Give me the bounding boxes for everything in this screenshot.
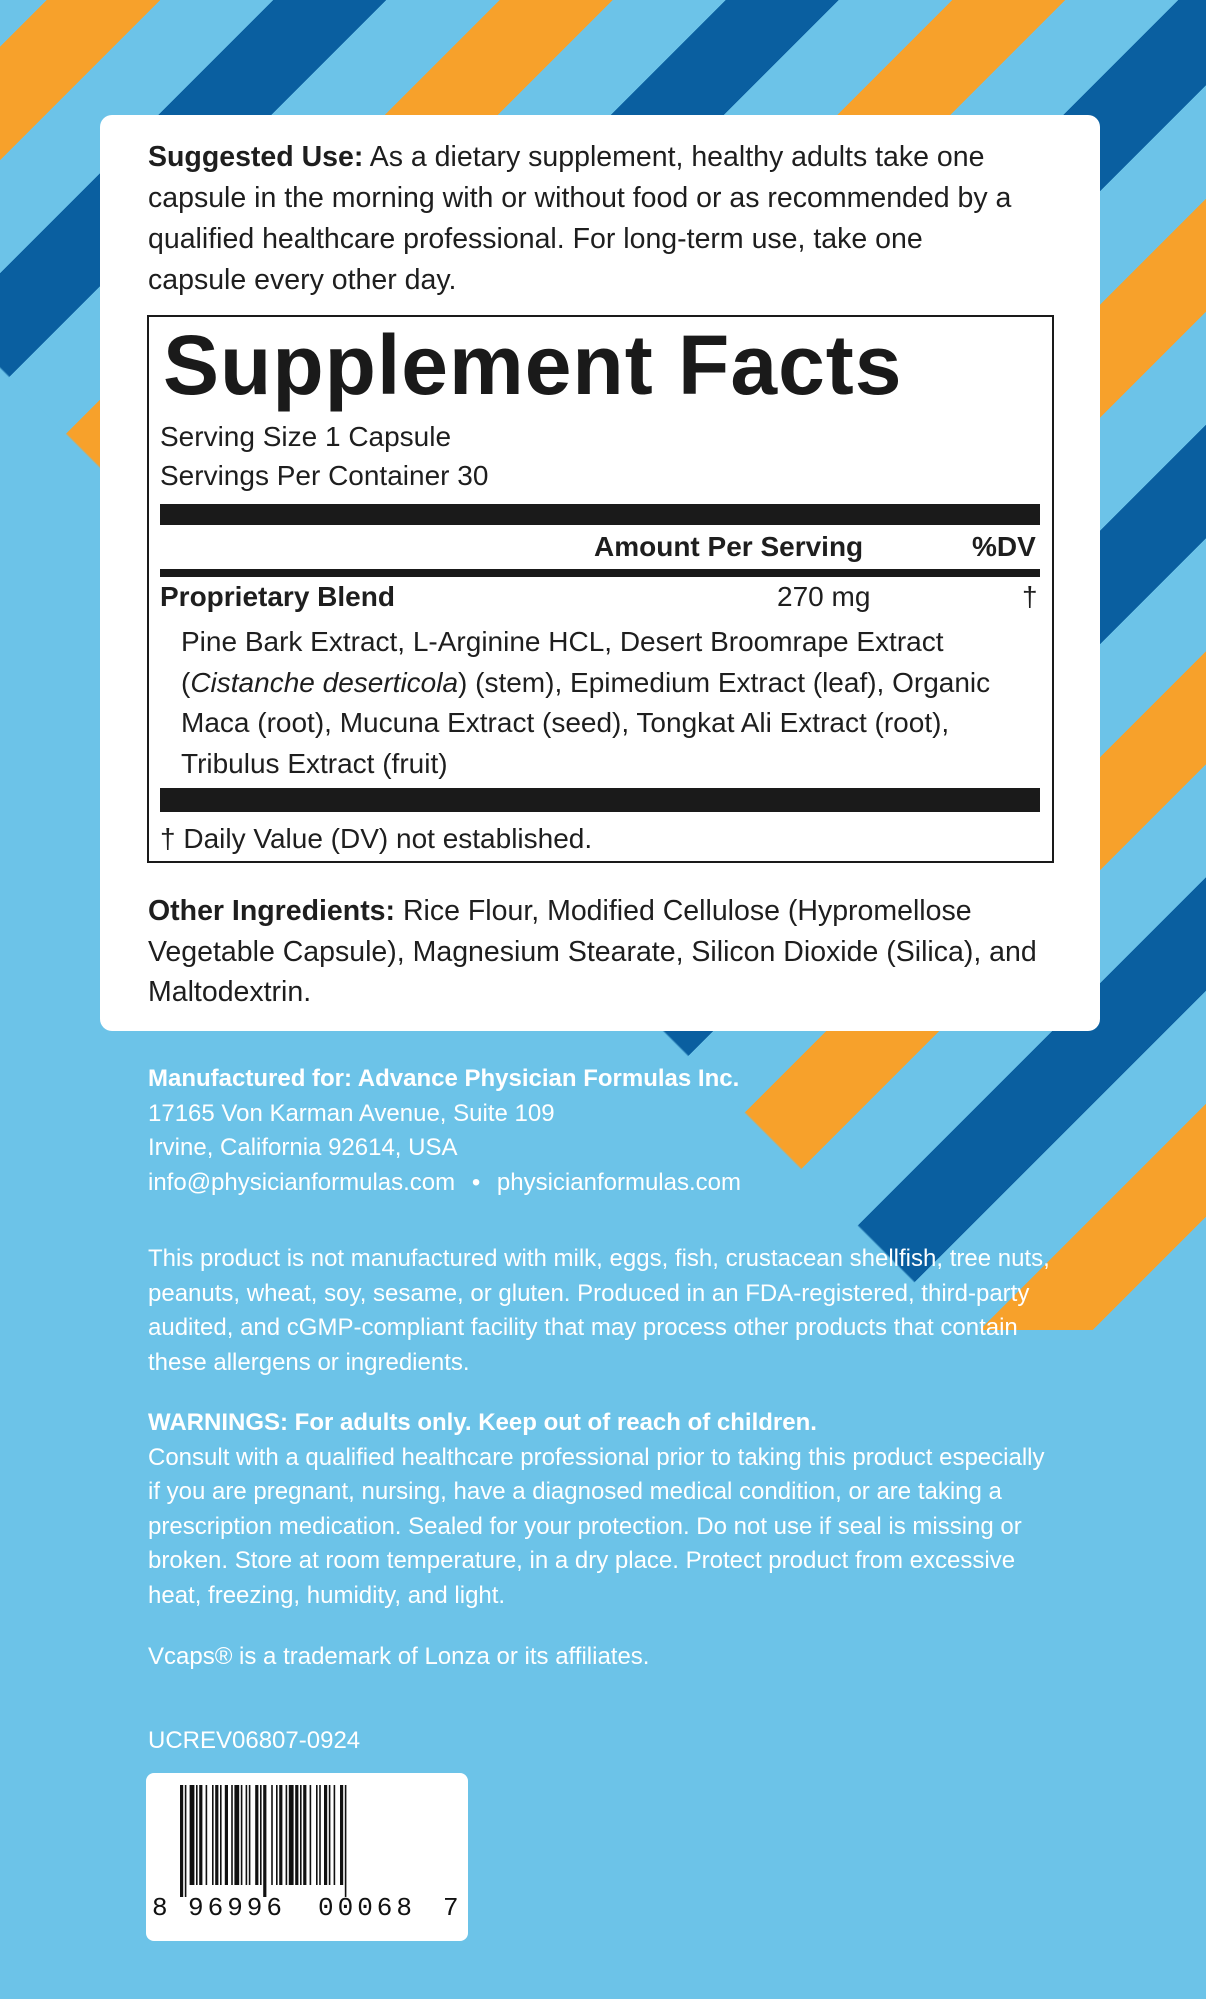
barcode-bar — [329, 1785, 331, 1885]
other-ingredients — [148, 891, 1068, 1013]
barcode-bar — [196, 1785, 198, 1885]
barcode-bar — [255, 1785, 258, 1885]
warnings-block — [148, 1406, 1058, 1613]
barcode-bar — [300, 1785, 302, 1885]
blend-desc-part-2: ) (stem), Epimedium Extract (leaf), Organic Maca (root), Mucuna Extract (seed), Tongkat Ali Extract (root), Tribulus Extract (fruit) — [181, 666, 991, 779]
barcode-bar — [249, 1785, 251, 1885]
supplement-facts-panel — [147, 315, 1054, 863]
barcode-bar — [199, 1785, 202, 1885]
barcode-bar — [225, 1785, 228, 1885]
blend-dv: † — [1022, 581, 1038, 612]
suggested-use-text: As a dietary supplement, healthy adults take one capsule in the morning with or without food or as recommended by a qualified healthcare professional. For long-term use, take one capsule every other day. — [148, 141, 1012, 296]
lot-code: UCREV06807-0924 — [148, 1727, 361, 1754]
serving-size: Serving Size 1 Capsule — [160, 421, 452, 452]
manufacturer-heading: Manufactured for: Advance Physician Formulas Inc. — [148, 1065, 740, 1092]
barcode-bar — [340, 1785, 343, 1885]
dv-footnote: † Daily Value (DV) not established. — [160, 823, 593, 854]
upc-barcode — [146, 1773, 468, 1941]
barcode-bar — [180, 1785, 183, 1897]
barcode-digit-first: 8 — [152, 1893, 168, 1923]
other-ingredients-text: Rice Flour, Modified Cellulose (Hypromellose Vegetable Capsule), Magnesium Stearate, Silicon Dioxide (Silica), and Maltodextrin. — [148, 895, 1037, 1008]
barcode-bar — [220, 1785, 222, 1885]
barcode-bar — [271, 1785, 273, 1885]
barcode-bar — [345, 1785, 347, 1897]
allergen-statement: This product is not manufactured with milk, eggs, fish, crustacean shellfish, tree nuts, peanuts, wheat, soy, sesame, or gluten. Produced in an FDA-registered, third-party audited, and cGMP-compliant facility that may process other products that contain these allergens or ingredients. — [148, 1245, 1050, 1376]
barcode-bar — [295, 1785, 298, 1885]
address-line-2: Irvine, California 92614, USA — [148, 1134, 458, 1161]
website-link[interactable]: physicianformulas.com — [496, 1168, 741, 1196]
barcode-bar — [212, 1785, 214, 1885]
amount-per-serving-header: Amount Per Serving — [594, 531, 864, 562]
barcode-group-left: 96996 — [188, 1893, 287, 1923]
barcode-bar — [324, 1785, 327, 1885]
dv-header: %DV — [972, 531, 1036, 562]
barcode-bar — [231, 1785, 233, 1885]
barcode-bar — [263, 1785, 266, 1897]
warnings-text: Consult with a qualified healthcare professional prior to taking this product especially if you are pregnant, nursing, have a diagnosed medical condition, or are taking a prescription medication. Sealed for your protection. Do not use if seal is missing or broken. Store at room temperature, in a dry place. Protect product from excessive heat, freezing, humidity, and light. — [148, 1443, 1045, 1609]
barcode-bar — [289, 1785, 294, 1885]
barcode-group-right: 00068 — [318, 1893, 417, 1923]
barcode-bar — [316, 1785, 318, 1885]
barcode-bar — [234, 1785, 239, 1885]
suggested-use — [148, 137, 1028, 301]
barcode-bar — [246, 1785, 248, 1885]
barcode-bar — [260, 1785, 262, 1885]
barcode-bar — [310, 1785, 312, 1885]
thick-rule-top — [160, 504, 1040, 525]
warnings-heading: WARNINGS: For adults only. Keep out of reach of children. — [148, 1409, 817, 1436]
barcode-digit-last: 7 — [443, 1893, 459, 1923]
barcode-bar — [206, 1785, 208, 1885]
barcode-bar — [190, 1785, 195, 1885]
blend-desc-latin: Cistanche deserticola — [190, 666, 459, 698]
servings-per-container: Servings Per Container 30 — [160, 460, 489, 491]
manufacturer-block — [148, 1062, 741, 1200]
email-link[interactable]: info@physicianformulas.com — [148, 1168, 456, 1196]
barcode-bar — [241, 1785, 243, 1885]
barcode-bar — [319, 1785, 321, 1885]
barcode-bars — [158, 1785, 456, 1897]
thick-rule-bottom — [160, 788, 1040, 812]
barcode-bar — [303, 1785, 306, 1885]
barcode-bar — [286, 1785, 288, 1885]
barcode-bar — [279, 1785, 282, 1885]
trademark-notice: Vcaps® is a trademark of Lonza or its affiliates. — [148, 1643, 650, 1670]
barcode-bar — [215, 1785, 218, 1885]
blend-desc-part-1: Pine Bark Extract, L-Arginine HCL, Desert Broomrape Extract ( — [181, 626, 944, 698]
barcode-bar — [276, 1785, 278, 1885]
other-ingredients-label: Other Ingredients: — [148, 895, 396, 927]
barcode-bar — [334, 1785, 336, 1885]
label-panel — [100, 115, 1100, 1031]
facts-title: Supplement Facts — [163, 318, 903, 412]
blend-amount: 270 mg — [777, 581, 871, 612]
blend-name: Proprietary Blend — [160, 581, 395, 612]
barcode-bar — [185, 1785, 187, 1897]
suggested-use-label: Suggested Use: — [148, 141, 364, 173]
rule-under-header — [160, 569, 1040, 577]
address-line-1: 17165 Von Karman Avenue, Suite 109 — [148, 1099, 555, 1127]
blend-ingredients — [181, 622, 1011, 784]
contact-separator: • — [471, 1168, 481, 1196]
